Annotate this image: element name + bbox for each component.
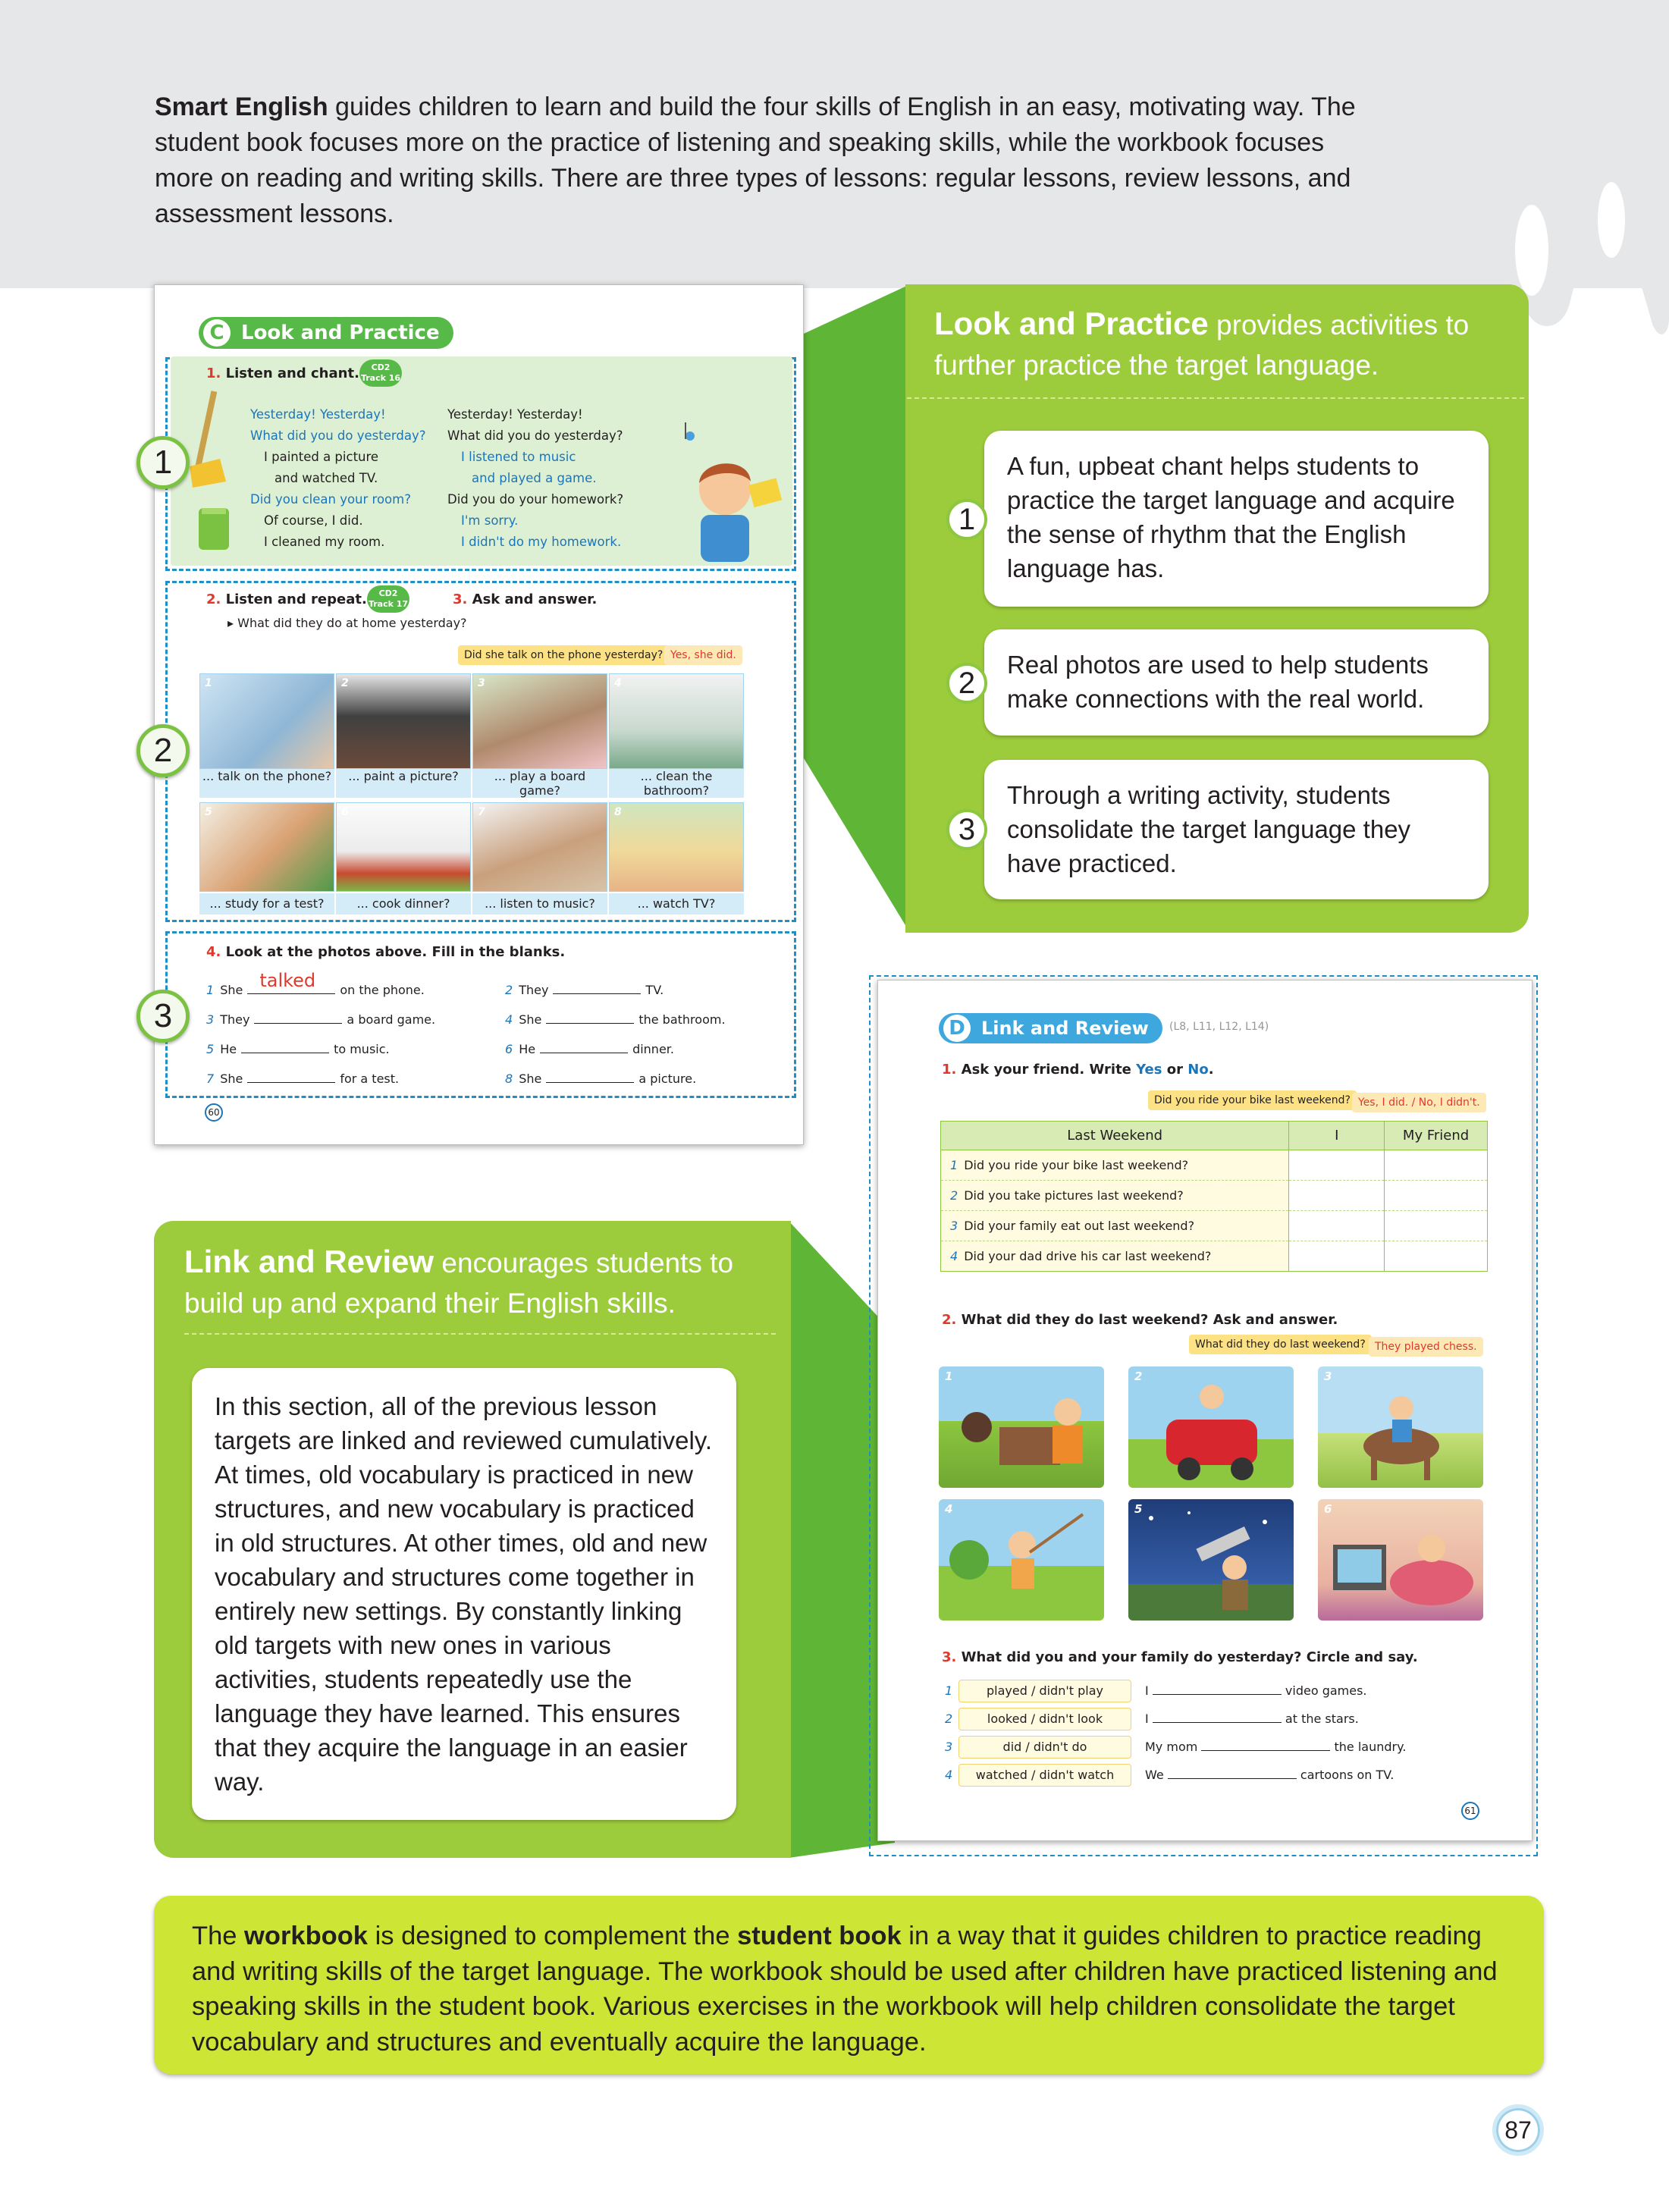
photo-7 [472,802,607,892]
marker-3: 3 [136,990,190,1043]
row-rest: the bathroom. [638,1012,726,1027]
row-num: 3 [945,1740,953,1754]
row-num: 1 [950,1158,958,1172]
table-question [941,1181,1289,1211]
table-header-my-friend: My Friend [1385,1122,1488,1150]
section-d-badge: D [943,1015,971,1042]
look-item-card-3 [984,760,1489,899]
marker-1: 1 [136,436,190,489]
wb-text-1: The [192,1922,245,1950]
row-rest: a picture. [638,1071,697,1086]
illus-num: 3 [1324,1370,1332,1383]
photo-num: 1 [205,677,212,689]
wb-ex3-sentence-1 [1145,1683,1367,1698]
row-num: 2 [950,1188,958,1203]
ex2-num: 2. [206,591,221,607]
chant-line: What did you do yesterday? [447,428,623,443]
row-subject: We [1145,1768,1164,1782]
photo-caption-6: ... cook dinner? [336,893,471,915]
answer-cell-friend[interactable] [1385,1150,1488,1181]
ex2-prompt-text: What did they do at home yesterday? [237,616,467,630]
photo-5 [199,802,334,892]
ex3-num: 3. [453,591,468,607]
wb-ex1-question-bubble: Did you ride your bike last weekend? [1148,1090,1357,1110]
answer-line[interactable] [1168,1768,1297,1779]
ex3-title [453,591,597,607]
section-d-label: Link and Review [981,1018,1149,1039]
blank[interactable] [546,1071,634,1083]
wb-ex3-sentence-2 [1145,1712,1359,1726]
row-num: 4 [505,1012,513,1027]
look-item-num-3: 3 [946,809,987,850]
table-header-last-weekend: Last Weekend [941,1122,1289,1150]
choice-box-1[interactable]: played / didn't play [958,1680,1131,1702]
wb-ex3-row-1 [945,1683,952,1698]
look-item-text-2: Real photos are used to help students make connections with the real world. [1007,651,1429,713]
blank[interactable] [241,1041,329,1053]
illustration-4 [939,1499,1104,1621]
row-subject: I [1145,1712,1149,1726]
wb-ex1-or: or [1162,1062,1188,1078]
ex1-num: 1. [206,366,221,381]
chant-line: I cleaned my room. [264,535,385,549]
blank[interactable] [254,1012,342,1024]
boy-with-homework-illustration [675,406,789,565]
photo-caption-3: ... play a board game? [472,769,607,798]
blank[interactable] [247,1071,335,1083]
photo-6 [336,802,471,892]
wb-text-2: is designed to complement the [367,1922,738,1950]
illustration-5 [1128,1499,1294,1621]
look-panel-title [934,303,1518,385]
table-question [941,1241,1289,1272]
choice-box-2[interactable]: looked / didn't look [958,1708,1131,1730]
wb-ex2-title [942,1312,1338,1328]
look-item-card-2 [984,629,1489,736]
fill-row-1 [206,970,425,997]
row-text: Did you ride your bike last weekend? [964,1158,1189,1172]
row-subject: They [220,1012,250,1027]
row-text: Did you take pictures last weekend? [964,1188,1184,1203]
answer-line[interactable] [1153,1684,1282,1695]
look-item-num-2: 2 [946,663,987,704]
chant-line: Did you do your homework? [447,492,624,507]
wb-ex3-row-3 [945,1740,952,1754]
fill-row-6 [505,1041,674,1056]
fill-row-5 [206,1041,390,1056]
row-num: 5 [206,1042,215,1056]
illus-num: 1 [945,1370,953,1383]
choice-box-3[interactable]: did / didn't do [958,1736,1131,1759]
wb-ex1-label-a: Ask your friend. Write [961,1062,1137,1078]
ex4-label: Look at the photos above. Fill in the blanks. [225,944,566,960]
review-table [940,1121,1488,1272]
ex3-label: Ask and answer. [472,591,598,607]
chant-line: I listened to music [461,450,576,464]
fill-row-2 [505,982,664,997]
chant-line: I didn't do my homework. [461,535,622,549]
table-row [941,1181,1488,1211]
page-number: 87 [1492,2104,1544,2156]
photo-3 [472,673,607,769]
photo-caption-7: ... listen to music? [472,893,607,915]
fill-row-3 [206,1012,435,1027]
row-subject: My mom [1145,1740,1198,1754]
chant-line: Yesterday! Yesterday! [447,407,583,422]
workbook-page-number: 61 [1461,1802,1479,1820]
wb-ex2-question-bubble: What did they do last weekend? [1189,1335,1372,1354]
wb-ex2-label: What did they do last weekend? Ask and answer. [961,1312,1338,1328]
section-c-title [199,317,453,349]
wb-ex2-answer-bubble: They played chess. [1369,1337,1483,1357]
wb-ex3-sentence-3 [1145,1740,1406,1754]
row-subject: They [519,983,549,997]
wb-ex1-yes: Yes [1136,1062,1162,1078]
chant-line: Yesterday! Yesterday! [250,407,386,422]
photo-num: 4 [614,677,622,689]
table-row [941,1150,1488,1181]
look-panel-title-rest: provides activities to further practice the target language. [934,309,1470,381]
row-subject: She [519,1012,542,1027]
answer-cell-i[interactable] [1289,1211,1385,1241]
cd-badge-16: CD2 Track 16 [359,359,402,387]
row-rest: video games. [1285,1683,1367,1698]
student-page-number: 60 [205,1103,223,1122]
illustration-1 [939,1366,1104,1488]
photo-num: 6 [341,806,349,818]
table-question [941,1150,1289,1181]
illustration-2 [1128,1366,1294,1488]
brand-name: Smart English [155,93,328,121]
row-subject: I [1145,1683,1149,1698]
wb-ex3-row-4 [945,1768,952,1782]
row-num: 1 [206,983,215,997]
look-item-card-1 [984,431,1489,607]
photo-4 [609,673,744,769]
link-panel-divider [184,1333,776,1335]
look-item-text-3: Through a writing activity, students consolidate the target language they have practiced. [1007,781,1411,877]
row-rest: at the stars. [1285,1712,1359,1726]
wb-ex1-answer-bubble: Yes, I did. / No, I didn't. [1352,1093,1486,1112]
answer-cell-i[interactable] [1289,1181,1385,1211]
section-c-label: Look and Practice [241,322,440,344]
chant-line: What did you do yesterday? [250,428,426,443]
row-rest: a board game. [347,1012,436,1027]
link-panel-title [184,1241,776,1323]
ex1-label: Listen and chant. [225,366,359,381]
wb-ex1-end: . [1208,1062,1214,1078]
row-rest: for a test. [340,1071,400,1086]
photo-1 [199,673,334,769]
chant-line: I'm sorry. [461,513,519,528]
wb-ex1-num: 1. [942,1062,957,1078]
ex2-answer-bubble: Yes, she did. [664,645,742,665]
look-item-text-1: A fun, upbeat chant helps students to practice the target language and acquire the sense of rhythm that the English language has. [1007,452,1455,582]
photo-num: 3 [478,677,485,689]
row-num: 7 [206,1071,215,1086]
link-body-text: In this section, all of the previous lesson targets are linked and reviewed cumulatively. At times, old vocabulary is practiced in new structures, and new vocabulary is practiced in old structures. At other times, old and new vocabulary and structures come together in entirely new settings. By constantly linking old targets with new ones in various activities, students repeatedly use the language they have learned. This ensures that they acquire the language in an easier way. [215,1392,713,1796]
photo-caption-8: ... watch TV? [609,893,744,915]
workbook-description-box [154,1896,1544,2074]
filled-answer: talked [259,970,316,991]
link-panel-title-bold: Link and Review [184,1244,435,1279]
wb-ex3-row-2 [945,1712,952,1726]
fill-row-7 [206,1071,399,1086]
wb-bold-workbook: workbook [244,1922,368,1950]
row-num: 8 [505,1071,513,1086]
photo-8 [609,802,744,892]
blank[interactable] [540,1041,628,1053]
row-rest: to music. [334,1042,390,1056]
chant-left [250,404,425,553]
chant-line: I painted a picture [264,450,379,464]
row-subject: She [220,983,243,997]
marker-2: 2 [136,724,190,777]
ex4-title [206,944,565,960]
illus-num: 2 [1134,1370,1143,1383]
wb-ex3-label: What did you and your family do yesterday? Circle and say. [961,1649,1418,1665]
row-rest: on the phone. [340,983,425,997]
row-num: 4 [950,1249,958,1263]
section-d-title [939,1013,1162,1043]
row-text: Did your family eat out last weekend? [964,1219,1195,1233]
photo-caption-2: ... paint a picture? [336,769,471,798]
answer-cell-friend[interactable] [1385,1211,1488,1241]
row-num: 2 [505,983,513,997]
illus-num: 5 [1134,1502,1143,1516]
fill-row-8 [505,1071,696,1086]
choice-box-4[interactable]: watched / didn't watch [958,1764,1131,1787]
row-rest: the laundry. [1334,1740,1407,1754]
photo-2 [336,673,471,769]
answer-cell-friend[interactable] [1385,1241,1488,1272]
row-num: 2 [945,1712,953,1726]
wb-ex3-num: 3. [942,1649,957,1665]
look-panel-divider [907,397,1524,399]
link-panel-title-rest: encourages students to build up and expand their English skills. [184,1247,734,1319]
photo-num: 7 [478,806,485,818]
table-row [941,1241,1488,1272]
row-num: 1 [945,1683,953,1698]
illustration-6 [1318,1499,1483,1621]
fill-row-4 [505,1012,726,1027]
illus-num: 4 [945,1502,953,1516]
table-header-i: I [1289,1122,1385,1150]
table-row [941,1211,1488,1241]
wb-ex1-title [942,1062,1214,1078]
answer-cell-i[interactable] [1289,1150,1385,1181]
intro-text: guides children to learn and build the four skills of English in an easy, motivating way. The student book focuses more on the practice of listening and speaking skills, while the workbook focuses more on reading and writing skills. There are three types of lessons: regular lessons, review lessons, and assessment lessons. [155,93,1356,228]
chant-line: Did you clean your room? [250,492,411,507]
ex2-question-bubble: Did she talk on the phone yesterday? [458,645,669,665]
illus-num: 6 [1324,1502,1332,1516]
wb-bold-student-book: student book [737,1922,902,1950]
wb-ex1-no: No [1187,1062,1209,1078]
answer-cell-i[interactable] [1289,1241,1385,1272]
illustration-3 [1318,1366,1483,1488]
row-num: 6 [505,1042,513,1056]
row-num: 3 [950,1219,958,1233]
row-subject: He [519,1042,536,1056]
ex2-label: Listen and repeat. [225,591,367,607]
blank[interactable] [247,970,335,994]
look-item-num-1: 1 [946,499,987,540]
row-subject: She [519,1071,542,1086]
row-text: Did your dad drive his car last weekend? [964,1249,1212,1263]
ex4-num: 4. [206,944,221,960]
row-subject: He [220,1042,237,1056]
row-rest: dinner. [632,1042,674,1056]
row-num: 3 [206,1012,215,1027]
section-c-badge: C [203,319,231,347]
ex1-title [206,366,359,381]
table-question [941,1211,1289,1241]
photo-num: 2 [341,677,349,689]
answer-line[interactable] [1201,1740,1330,1751]
answer-cell-friend[interactable] [1385,1181,1488,1211]
wb-ex3-title [942,1649,1418,1665]
chant-line: Of course, I did. [264,513,363,528]
cd-badge-17: CD2 Track 17 [367,585,409,613]
row-subject: She [220,1071,243,1086]
wb-ex3-sentence-4 [1145,1768,1394,1782]
link-body-card [192,1368,736,1820]
look-panel-title-bold: Look and Practice [934,306,1209,341]
photo-num: 5 [205,806,212,818]
cleaning-supplies-illustration [182,383,243,557]
photo-caption-1: ... talk on the phone? [199,769,334,798]
blank[interactable] [553,982,641,994]
ex2-title [206,591,367,607]
chant-right [447,404,623,553]
chant-line: and watched TV. [275,471,378,485]
row-rest: TV. [645,983,664,997]
row-num: 4 [945,1768,953,1782]
photo-caption-5: ... study for a test? [199,893,334,915]
wb-ex2-num: 2. [942,1312,957,1328]
ex2-prompt: ▸ What did they do at home yesterday? [227,616,467,630]
wb-text-3: in a way that it guides children to practice reading and writing skills of the target language. The workbook should be used after children have practiced listening and speaking skills in the student book. Various exercises in the workbook will help children consolidate the target vocabulary and structures and eventually acquire the language. [192,1922,1498,2057]
answer-line[interactable] [1153,1712,1282,1723]
chant-line: and played a game. [472,471,597,485]
blank[interactable] [546,1012,634,1024]
photo-caption-4: ... clean the bathroom? [609,769,744,798]
photo-num: 8 [614,806,622,818]
row-rest: cartoons on TV. [1300,1768,1394,1782]
section-d-ref: (L8, L11, L12, L14) [1169,1021,1269,1033]
